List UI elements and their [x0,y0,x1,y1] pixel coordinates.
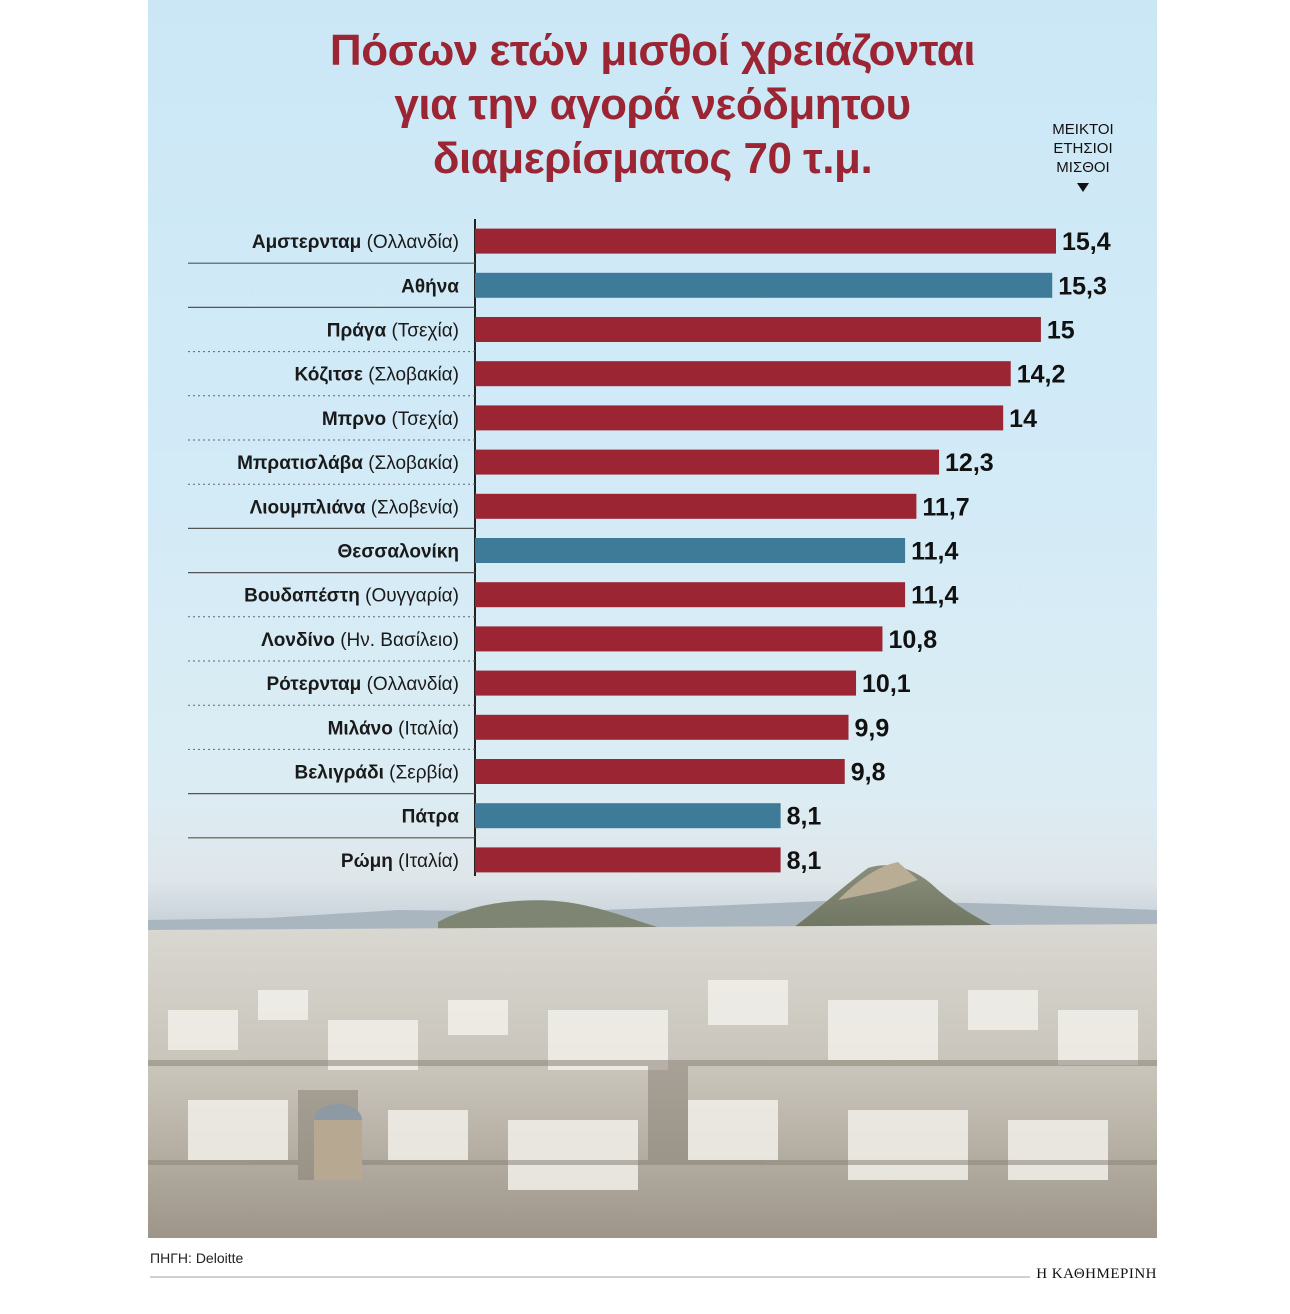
value-label: 11,4 [911,537,959,566]
value-label: 8,1 [786,846,822,875]
value-label: 14 [1009,404,1037,433]
value-header-line-2: ΕΤΗΣΙΟΙ [1053,140,1113,157]
bar [475,229,1056,254]
bar [475,759,845,784]
country-name: (Σλοβενία) [365,497,459,519]
category-label [327,321,459,342]
city-name: Λονδίνο [261,629,335,651]
value-label: 10,8 [888,625,938,654]
bar [475,847,781,872]
category-label [341,851,459,872]
category-label [252,232,459,253]
city-name: Μπρνο [321,408,387,430]
city-name: Ρότερνταμ [266,674,362,696]
country-name: (Ην. Βασίλειο) [334,629,459,651]
source-note: ΠΗΓΗ: Deloitte [150,1250,244,1266]
value-label: 11,4 [911,581,959,610]
value-label: 11,7 [922,493,970,522]
category-label [244,586,459,607]
category-label [261,630,459,651]
country-name: (Τσεχία) [386,408,459,430]
city-name: Λιουμπλιάνα [249,497,366,519]
value-label: 15 [1046,316,1075,345]
bar-chart [148,0,1157,900]
value-label: 14,2 [1016,360,1066,389]
city-name: Μπρατισλάβα [237,453,363,475]
bar [475,671,856,696]
title-line-2: για την αγορά νεόδμητου [394,80,911,129]
city-name: Αθήνα [401,276,459,298]
city-name: Βελιγράδι [294,762,384,784]
country-name: (Ολλανδία) [361,674,459,696]
bar [475,626,882,651]
bar [475,803,781,828]
country-name: (Σλοβακία) [362,453,459,475]
city-name: Πράγα [326,320,387,342]
country-name: (Σερβία) [383,762,459,784]
bar [475,361,1011,386]
category-label [250,497,459,518]
country-name: (Ολλανδία) [361,232,459,254]
bar [475,582,905,607]
bar [475,273,1052,298]
value-label: 9,9 [854,714,890,743]
category-label [266,674,459,695]
value-label: 8,1 [786,802,822,831]
value-label: 10,1 [862,670,911,699]
bar [475,715,849,740]
city-name: Βουδαπέστη [244,585,360,607]
bar [475,494,916,519]
category-label [294,365,459,386]
category-label [295,763,459,784]
country-name: (Ιταλία) [392,850,459,872]
city-name: Κόζιτσε [294,364,363,386]
category-label [322,409,459,430]
bar [475,405,1003,430]
category-label [338,542,459,563]
country-name: (Ιταλία) [392,718,459,740]
infographic-panel [148,0,1157,1238]
city-skyline-illustration [148,860,1157,1238]
value-label: 12,3 [945,449,994,478]
value-label: 15,4 [1062,228,1111,257]
category-label [401,276,459,297]
value-header-line-3: ΜΙΣΘΟΙ [1056,159,1110,176]
publisher-logo: Η ΚΑΘΗΜΕΡΙΝΗ [1030,1266,1157,1283]
value-label: 9,8 [850,758,886,787]
country-name: (Ουγγαρία) [359,585,459,607]
title-line-3: διαμερίσματος 70 τ.μ. [432,134,873,183]
value-label: 15,3 [1058,272,1107,301]
title-line-1: Πόσων ετών μισθοί χρειάζονται [329,26,976,75]
country-name: (Τσεχία) [386,320,459,342]
city-name: Πάτρα [401,806,459,828]
city-name: Θεσσαλονίκη [337,541,459,563]
footer-divider [150,1276,1157,1278]
category-label [328,718,459,739]
city-name: Αμστερνταμ [251,232,362,254]
city-name: Μιλάνο [327,718,393,740]
bar [475,450,939,475]
category-label [402,807,460,828]
city-name: Ρώμη [340,850,393,872]
bar [475,538,905,563]
category-label [237,453,459,474]
country-name: (Σλοβακία) [362,364,459,386]
bar [475,317,1041,342]
value-header-line-1: ΜΕΙΚΤΟΙ [1052,121,1114,138]
